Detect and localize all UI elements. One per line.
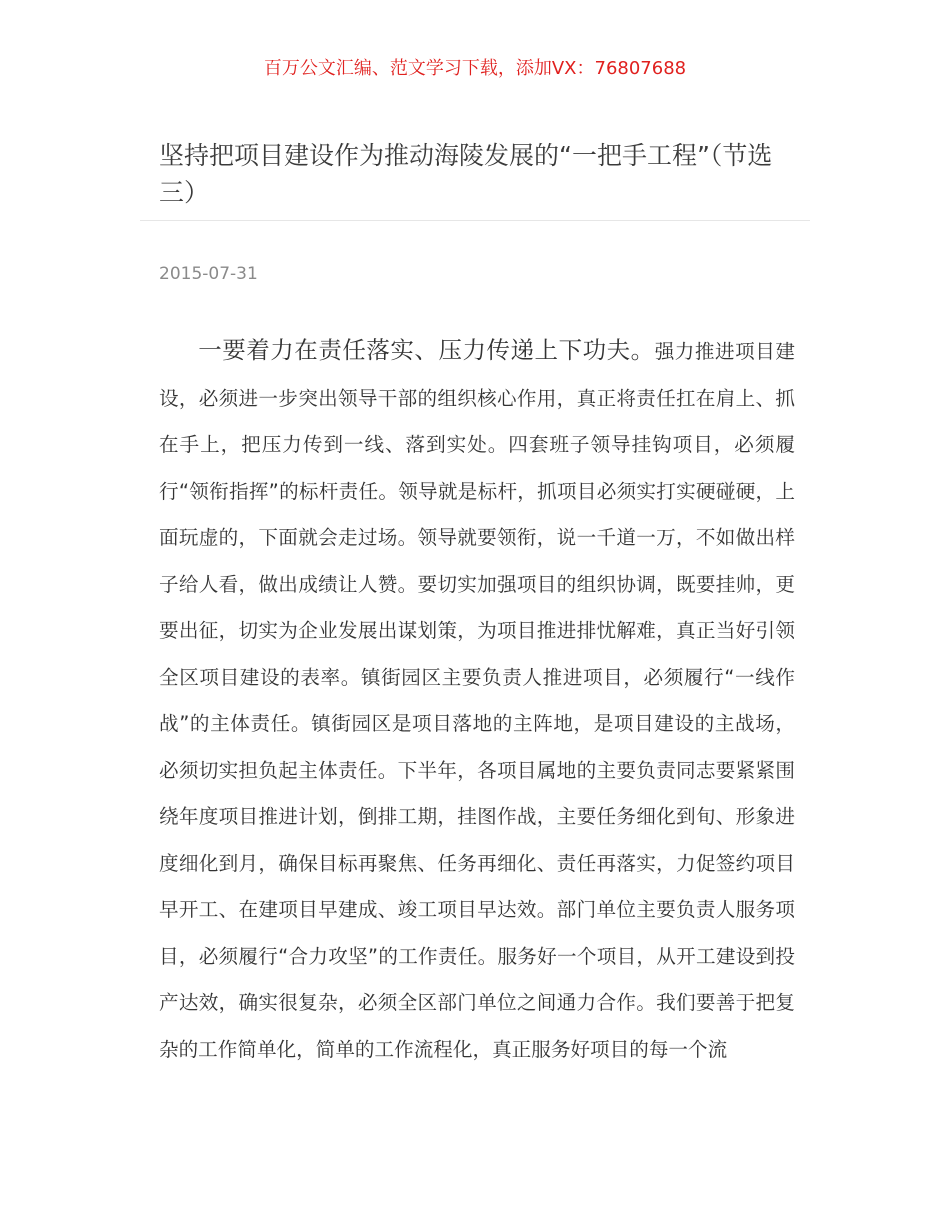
article-paragraph: [159, 327, 795, 1073]
article-lead: 一要着力在责任落实、压力传递上下功夫。: [198, 336, 655, 364]
promo-banner: 百万公文汇编、范文学习下载，添加VX：76807688: [263, 58, 687, 79]
article-title: 坚持把项目建设作为推动海陵发展的“一把手工程”（节选三）: [159, 141, 773, 207]
publish-date: 2015-07-31: [159, 264, 258, 284]
title-divider: [140, 220, 810, 221]
article-body: 强力推进项目建设，必须进一步突出领导干部的组织核心作用，真正将责任扛在肩上、抓在手上，把压力传到一线、落到实处。四套班子领导挂钩项目，必须履行“领衔指挥”的标杆责任。领导就是标杆，抓项目必须实打实硬碰硬，上面玩虚的，下面就会走过场。领导就要领衔，说一千道一万，不如做出样子给人看，做出成绩让人赞。要切实加强项目的组织协调，既要挂帅，更要出征，切实为企业发展出谋划策，为项目推进排忧解难，真正当好引领全区项目建设的表率。镇街园区主要负责人推进项目，必须履行“一线作战”的主体责任。镇街园区是项目落地的主阵地，是项目建设的主战场，必须切实担负起主体责任。下半年，各项目属地的主要负责同志要紧紧围绕年度项目推进计划，倒排工期，挂图作战，主要任务细化到旬、形象进度细化到月，确保目标再聚焦、任务再细化、责任再落实，力促签约项目早开工、在建项目早建成、竣工项目早达效。部门单位主要负责人服务项目，必须履行“合力攻坚”的工作责任。服务好一个项目，从开工建设到投产达效，确实很复杂，必须全区部门单位之间通力合作。我们要善于把复杂的工作简单化，简单的工作流程化，真正服务好项目的每一个流: [159, 340, 796, 1061]
